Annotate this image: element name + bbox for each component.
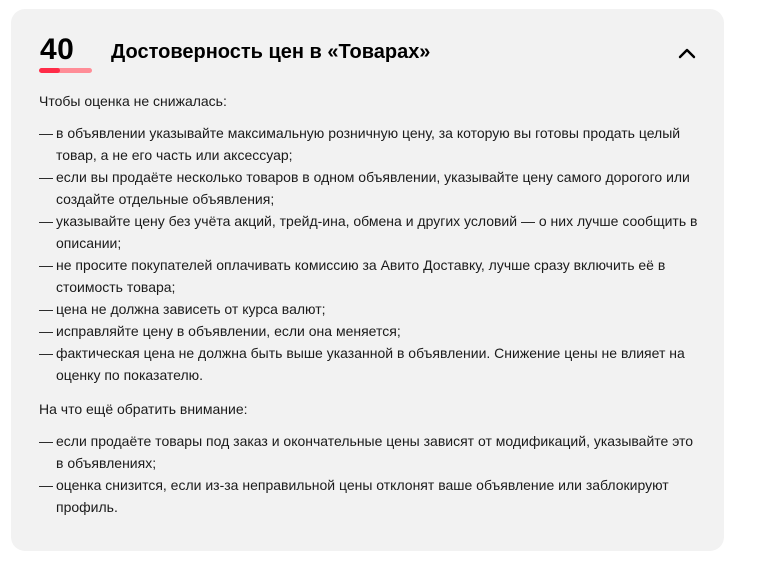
intro-text: Чтобы оценка не снижалась: xyxy=(39,93,227,109)
list-item xyxy=(39,122,699,166)
dash-bullet: — xyxy=(39,213,53,229)
dash-bullet: — xyxy=(39,301,53,317)
list-item-text: цена не должна зависеть от курса валют; xyxy=(56,301,326,317)
list-item-text: указывайте цену без учёта акций, трейд-ина, обмена и других условий — о них лучше сообщить в описании; xyxy=(56,213,698,251)
list-item-text: исправляйте цену в объявлении, если она меняется; xyxy=(56,323,401,339)
dash-bullet: — xyxy=(39,433,53,449)
list-item xyxy=(39,210,699,254)
score-bar xyxy=(39,68,92,73)
list-item xyxy=(39,430,699,474)
list-item-text: оценка снизится, если из-за неправильной цены отклонят ваше объявление или заблокируют профиль. xyxy=(56,477,669,515)
metric-header[interactable] xyxy=(11,9,724,89)
chevron-up-icon[interactable] xyxy=(673,39,701,67)
list-item-text: в объявлении указывайте максимальную розничную цену, за которую вы готовы продать целый товар, а не его часть или аксессуар; xyxy=(56,125,681,163)
dash-bullet: — xyxy=(39,477,53,493)
list-item-text: если продаёте товары под заказ и окончательные цены зависят от модификаций, указывайте это в объявлениях; xyxy=(56,433,694,471)
note-heading: На что ещё обратить внимание: xyxy=(39,401,248,417)
dash-bullet: — xyxy=(39,345,53,361)
dash-bullet: — xyxy=(39,257,53,273)
dash-bullet: — xyxy=(39,323,53,339)
list-item-text: не просите покупателей оплачивать комиссию за Авито Доставку, лучше сразу включить её в стоимость товара; xyxy=(56,257,666,295)
metric-card xyxy=(11,9,724,551)
rules-list xyxy=(39,122,699,386)
dash-bullet: — xyxy=(39,169,53,185)
score-value: 40 xyxy=(40,33,75,66)
list-item-text: если вы продаёте несколько товаров в одном объявлении, указывайте цену самого дорогого или создайте отдельные объявления; xyxy=(56,169,690,207)
list-item xyxy=(39,320,699,342)
metric-description xyxy=(39,89,699,530)
list-item-text: фактическая цена не должна быть выше указанной в объявлении. Снижение цены не влияет на оценку по показателю. xyxy=(56,345,685,383)
list-item xyxy=(39,254,699,298)
list-item xyxy=(39,166,699,210)
list-item xyxy=(39,342,699,386)
notes-list xyxy=(39,430,699,518)
score-bar-fill xyxy=(39,68,60,73)
dash-bullet: — xyxy=(39,125,53,141)
list-item xyxy=(39,474,699,518)
metric-title: Достоверность цен в «Товарах» xyxy=(111,41,431,63)
list-item xyxy=(39,298,699,320)
